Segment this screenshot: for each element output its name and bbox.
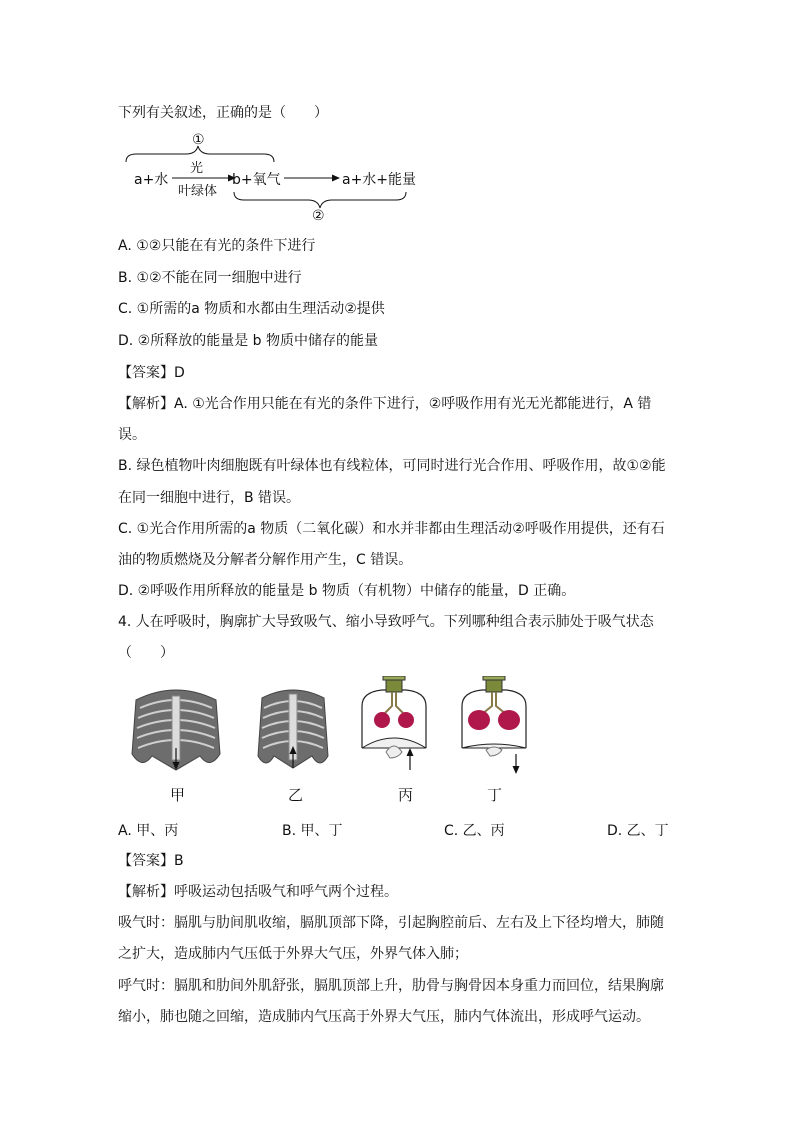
q4-analysis-line: 之扩大，造成肺内气压低于外界大气压，外界气体入肺；: [118, 946, 468, 962]
q3-analysis-line: 【解析】A. ①光合作用只能在有光的条件下进行，②呼吸作用有光无光都能进行，A 错: [118, 396, 652, 412]
q4-option-b: B. 甲、丁: [282, 823, 343, 839]
q3-answer: 【答案】D: [118, 365, 185, 381]
q3-analysis-line: D. ②呼吸作用所释放的能量是 b 物质（有机物）中储存的能量，D 正确。: [118, 583, 576, 599]
arrow-above: 光: [190, 161, 204, 176]
label-2: ②: [312, 208, 325, 222]
figure-label-ding: 丁: [487, 786, 503, 804]
process-diagram-clean: [120, 130, 420, 222]
ribcage-yi: [254, 684, 332, 776]
figure-label-jia: 甲: [170, 786, 186, 804]
right-term: a+水+能量: [342, 172, 417, 188]
q3-stem: 下列有关叙述，正确的是（ ）: [118, 105, 328, 121]
q3-analysis-line: 在同一细胞中进行，B 错误。: [118, 490, 301, 506]
brace-1: [126, 146, 274, 162]
q4-analysis-line: 缩小，肺也随之回缩，造成肺内气压高于外界大气压，肺内气体流出，形成呼气运动。: [118, 1009, 650, 1025]
q3-analysis-line: B. 绿色植物叶肉细胞既有叶绿体也有线粒体，可同时进行光合作用、呼吸作用，故①②能: [118, 458, 666, 474]
belljar-ding: [458, 676, 530, 780]
q4-analysis-line: 【解析】呼吸运动包括吸气和呼气两个过程。: [118, 884, 398, 900]
brace-2: [234, 192, 406, 208]
figure-label-bing: 丙: [398, 786, 414, 804]
ribcage-jia: [130, 684, 222, 776]
q3-option-d: D. ②所释放的能量是 b 物质中储存的能量: [118, 333, 379, 349]
q4-option-c: C. 乙、丙: [444, 823, 505, 839]
q4-option-a: A. 甲、丙: [118, 823, 179, 839]
q4-stem: 4. 人在呼吸时，胸廓扩大导致吸气、缩小导致呼气。下列哪种组合表示肺处于吸气状态: [118, 614, 654, 630]
q3-analysis-line: 误。: [118, 427, 146, 443]
left-term: a+水: [134, 172, 169, 188]
q3-option-a: A. ①②只能在有光的条件下进行: [118, 238, 316, 254]
belljar-bing: [358, 676, 430, 780]
q4-analysis-line: 呼气时：膈肌和肋间外肌舒张，膈肌顶部上升，肋骨与胸骨因本身重力而回位，结果胸廓: [118, 978, 664, 994]
q3-analysis-line: C. ①光合作用所需的a 物质（二氧化碳）和水并非都由生理活动②呼吸作用提供，还有石: [118, 521, 665, 537]
figure-label-yi: 乙: [288, 786, 304, 804]
q4-option-d: D. 乙、丁: [607, 823, 669, 839]
label-1: ①: [192, 132, 205, 148]
q3-option-b: B. ①②不能在同一细胞中进行: [118, 270, 302, 286]
arrow-below: 叶绿体: [178, 184, 218, 199]
q3-option-c: C. ①所需的a 物质和水都由生理活动②提供: [118, 301, 385, 317]
q3-analysis-line: 油的物质燃烧及分解者分解作用产生，C 错误。: [118, 552, 413, 568]
q4-analysis-line: 吸气时：膈肌与肋间肌收缩，膈肌顶部下降，引起胸腔前后、左右及上下径均增大，肺随: [118, 915, 664, 931]
q4-answer: 【答案】B: [118, 853, 184, 869]
q4-stem-bracket: （ ）: [118, 645, 174, 661]
middle-term: b+氧气: [232, 172, 281, 188]
